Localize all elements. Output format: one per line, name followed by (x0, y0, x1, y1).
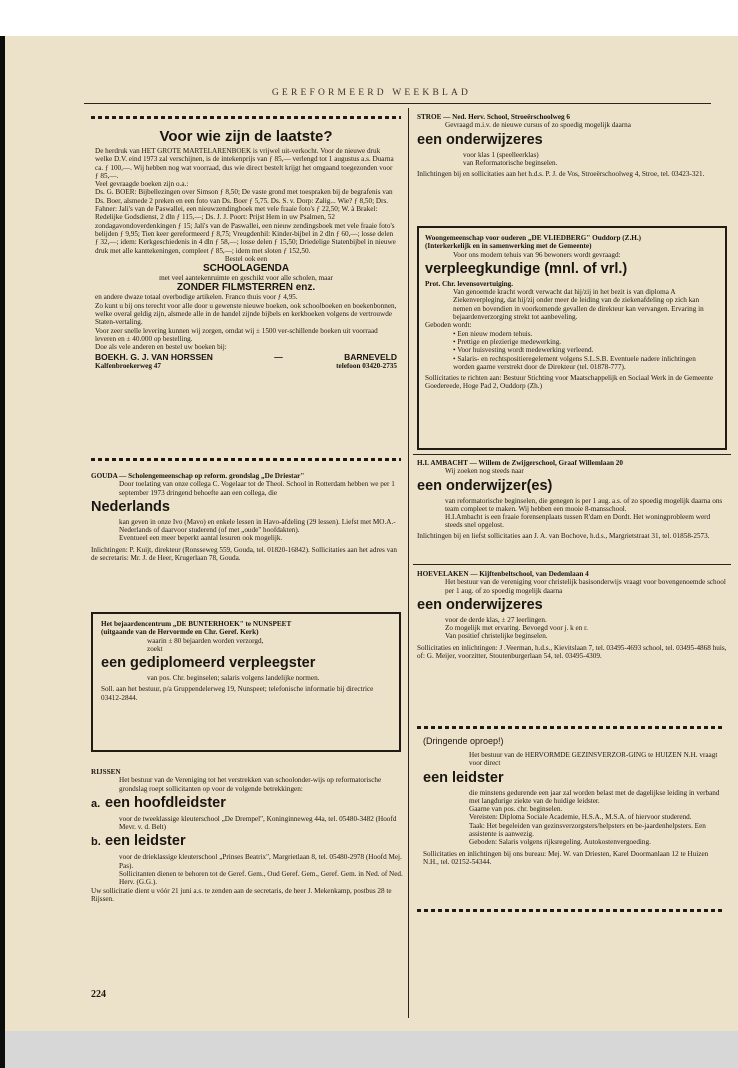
stroe-ad (417, 113, 729, 178)
header-rule (84, 103, 711, 104)
huizen-role: een leidster (423, 769, 504, 786)
hoevelaken-intro: Het bestuur van de vereniging voor christelijk basisonderwijs vraagt voor bovengenoemde school per 1 aug. of zo spoedig mogelijk daarna (445, 578, 726, 595)
hoevelaken-text3: Van positief christelijke beginselen. (445, 632, 548, 641)
book-ad-firm-row (95, 352, 397, 362)
nunspeet-inner (101, 620, 393, 702)
book-ad-list: Ds. G. BOER: Bijbellezingen over Simson ƒ 8,50; De vaste grond met toespraken bij de begrafenis van Ds. Boer, alsmede 2 preken en een foto van Ds. Boer ƒ 5,75. Ds. S. v. Dorp: Zalig... Wie? ƒ 8,50; Drs. Fahner: Jali's van de Paswallei, een nieuwzendingboek met vele fraaie foto's ƒ 22,50; W. à Brakel: Redelijke Godsdienst, 2 dln ƒ 115,—; Ds. J. J. Poort: Prijst Hem in uw Psalmen, 52 zondagavondoverdenkingen ƒ 15; Jali's van de Paswallei, een nieuw zendingsboek met vele fraaie foto's belijden ƒ 9,95; Tien keer gereformeerd ƒ 8,75; Vreugdenhil: Kinder-bijbel in 2 dln ƒ 60,—; losse delen ƒ 32,—; idem: Kerkgeschiedenis in 4 dln ƒ 58,—; losse delen ƒ 15,50; Driedelige Statenbijbel in nieuwe druk met alle kanttekeningen, compleet ƒ 85,—; idem met sloten ƒ 152,50. (95, 188, 396, 255)
rijssen-head: RIJSSEN (91, 768, 121, 776)
book-ad-order-also: Bestel ook een (224, 254, 268, 263)
ambacht-info: Inlichtingen bij en liefst sollicitaties aan J. A. van Bochove, h.d.s., Margrietstraat 31, tel. 01858-2573. (417, 531, 710, 540)
book-ad-contact-row (95, 362, 397, 370)
rijssen-a-label: a. (91, 797, 101, 810)
book-ad-city: BARNEVELD (344, 351, 397, 362)
stroe-head: STROE — Ned. Herv. School, Stroeërschoolweg 6 (417, 113, 570, 121)
huizen-text5: Geboden: Salaris volgens rijksregeling. Autokostenvergoeding. (469, 838, 651, 847)
huizen-text1: die minstens gedurende een jaar zal worden belast met de dagelijkse leiding in verband met langdurige ziekte van de huidige leidster. (469, 788, 720, 805)
stroe-intro: Gevraagd m.i.v. de nieuwe cursus of zo spoedig mogelijk daarna (445, 121, 631, 130)
book-ad-body4: Voor zeer snelle levering kunnen wij zorgen, omdat wij ± 1500 ver-schillende boeken uit voorraad leveren en ± 40.000 op bestelling. (95, 326, 378, 343)
running-header: GEREFORMEERD WEEKBLAD (271, 88, 472, 98)
ambacht-ad (417, 459, 729, 540)
gouda-text1: kan geven in onze Ivo (Mavo) en enkele lessen in Havo-afdeling (29 lessen). Liefst met MO.A.-Nederlands of daarvoor studerend (of met „oude" hoofdakten). (119, 517, 396, 535)
stroe-role: een onderwijzeres (417, 131, 543, 148)
rijssen-a-row (91, 795, 403, 813)
rijssen-intro: Het bestuur van de Vereniging tot het verstrekken van schoolonder-wijs op reformatorische grondslag roept sollicitanten op voor de volgende betrekkingen: (119, 776, 382, 793)
column-divider (408, 108, 409, 1018)
book-ad-body2: Veel gevraagde boeken zijn o.a.: (95, 180, 189, 189)
huizen-text3: Vereisten: Diploma Sociale Academie, H.S.A., M.S.A. of hiervoor studerend. (469, 813, 692, 822)
stroe-info: Inlichtingen bij en sollicitaties aan het h.d.s. P. J. de Vos, Stroeërschoolweg 4, Stroe, tel. 03423-321. (417, 170, 705, 179)
huizen-ad (423, 736, 721, 866)
hoevelaken-text2: Zo mogelijk met ervaring. Bevoegd voor j. k en r. (445, 624, 588, 633)
rijssen-b-label: b. (91, 836, 101, 849)
book-ad-dash: — (274, 351, 283, 362)
gouda-head: GOUDA — Scholengemeenschap op reform. grondslag „De Driestar" (91, 472, 305, 480)
gouda-info: Inlichtingen: P. Kuijt, direkteur (Ronsseweg 559, Gouda, tel. 01820-16842). Sollicitaties aan het adres van de secretaris: Mr. J. de Heer, Krugerlaan 78, Gouda. (91, 545, 398, 563)
huizen-bottom-border (417, 909, 725, 912)
book-ad-bottom-border (91, 458, 401, 461)
vliedberg-bullet-text-2: Prettige en plezierige medewerking. (457, 337, 562, 346)
nunspeet-head: Het bejaardencentrum „DE BUNTERHOEK" te NUNSPEET (101, 620, 292, 628)
ambacht-role: een onderwijzer(es) (417, 477, 553, 494)
book-ad-phone: telefoon 03420-2735 (336, 361, 397, 370)
page-number: 224 (91, 989, 106, 1000)
rijssen-a-role: een hoofdleidster (105, 794, 226, 811)
vliedberg-bullet-text-4: Salaris- en rechtspositieregelement volgens S.L.S.B. Eventuele nadere inlichtingen worden gaarne verstrekt door de Direkteur (tel. 01878-777). (453, 354, 696, 371)
huizen-intro: Het bestuur van de HERVORMDE GEZINSVERZOR-GING te HUIZEN N.H. vraagt voor direct (469, 751, 718, 768)
vliedberg-bullet-4: • Salaris- en rechtspositieregelement volgens S.L.S.B. Eventuele nadere inlichtingen worden gaarne verstrekt door de Direkteur (tel. 01878-777). (453, 354, 696, 371)
rijssen-ad (91, 768, 403, 903)
vliedberg-bullet-text-1: Een nieuw modern tehuis. (457, 329, 533, 338)
rijssen-info: Uw sollicitatie dient u vóór 21 juni a.s. te zenden aan de secretaris, de heer J. Mekenkamp, postbus 28 te Rijssen. (91, 886, 392, 903)
vliedberg-bullet-3: • Voor huisvesting wordt medewerking verleend. (453, 346, 594, 355)
vliedberg-bullet-text-3: Voor huisvesting wordt medewerking verleend. (457, 346, 594, 355)
book-ad-title: Voor wie zijn de laatste? (159, 128, 333, 145)
book-ad-body5: Doe als vele anderen en bestel uw boeken bij: (95, 343, 227, 352)
book-ad-body3: Zo kunt u bij ons terecht voor alle door u gewenste nieuwe boeken, ook schoolboeken en boekenbonnen, welke overal geldig zijn, alsmede alle in de handel zijnde bijbels en kerkboeken volgens de vertrouwde Staten-vertaling. (95, 301, 397, 327)
nunspeet-text2: zoekt (147, 644, 163, 653)
bottom-scan-band (5, 1031, 738, 1068)
vliedberg-inner (425, 234, 719, 391)
vliedberg-offered: Geboden wordt: (425, 321, 472, 330)
book-ad-top-border (91, 116, 401, 119)
section-rule-2 (413, 564, 731, 565)
rijssen-b-role: een leidster (105, 833, 186, 850)
book-ad-agenda-sub: met veel aantekenruimte en geschikt voor alle scholen, maar (159, 274, 333, 283)
section-rule-1 (413, 454, 731, 455)
huizen-info: Sollicitaties en inlichtingen bij ons bureau: Mej. W. van Driesten, Karel Doormanlaan 12 te Huizen N.H., tel. 02152-54344. (423, 849, 709, 866)
gouda-text2: Eventueel een meer beperkt aantal lesuren ook mogelijk. (119, 534, 283, 543)
huizen-urgent: (Dringende oproep!) (423, 736, 504, 746)
vliedberg-info: Sollicitaties te richten aan: Bestuur Stichting voor Maatschappelijk en Sociaal Werk in de Gemeente Goedereede, Hoge Pad 2, Ouddorp (Zh.) (425, 374, 714, 391)
book-ad-no-stars-sub: en andere dwaze totaal overbodige artikelen. Franco thuis voor ƒ 4,95. (95, 293, 298, 302)
gouda-ad (91, 472, 403, 562)
huizen-top-border (417, 726, 725, 729)
ambacht-text1: van reformatorische beginselen, die genegen is per 1 aug. a.s. of zo spoedig mogelijk daarna ons team compleet te maken. Wij hebben een mooie 8-mansschool. (445, 496, 723, 513)
hoevelaken-role: een onderwijzeres (417, 596, 543, 613)
nunspeet-ad (91, 612, 401, 752)
book-ad-agenda: SCHOOLAGENDA (202, 263, 290, 275)
book-ad-address: Kalfenbroekerweg 47 (95, 361, 161, 370)
vliedberg-sub: Prot. Chr. levensovertuiging. (425, 279, 514, 288)
stroe-text2: van Reformatorische beginselen. (463, 158, 558, 167)
vliedberg-bullet-1: • Een nieuw modern tehuis. (453, 329, 533, 338)
hoevelaken-ad (417, 570, 729, 660)
nunspeet-info: Soll. aan het bestuur, p/a Gruppendelerweg 19, Nunspeet; telefonische informatie bij directrice 03412-2844. (101, 685, 374, 702)
ambacht-text2: H.I.Ambacht is een fraaie forensenplaats tussen R'dam en Dordt. Het woningprobleem werd steeds snel opgelost. (445, 513, 711, 530)
vliedberg-text: Van genoemde kracht wordt verwacht dat hij/zij in het bezit is van diploma A Ziekenverpleging, dat hij/zij onder meer de leiding van de ziekenafdeling op zich kan nemen en bovendien in voorkomende gevallen de direkteur kan vervangen. Ervaring in bejaardenverzorging strekt tot aanbeveling. (453, 288, 704, 322)
gouda-intro: Door toelating van onze collega C. Vogelaar tot de Theol. School in Rotterdam hebben we per 1 september 1973 dringend behoefte aan een collega, die (119, 480, 395, 497)
huizen-text4: Taak: Het begeleiden van gezinsverzorgsters/helpsters en be-jaardenhelpsters. Een assistente is aanwezig. (469, 821, 706, 839)
rijssen-b-row (91, 833, 403, 851)
vliedberg-head2: (Interkerkelijk en in samenwerking met de Gemeente) (425, 242, 592, 251)
newspaper-page (5, 36, 738, 1031)
vliedberg-head: Woongemeenschap voor ouderen „DE VLIEDBERG" Ouddorp (Z.H.) (425, 234, 642, 242)
nunspeet-head2: (uitgaande van de Hervormde en Chr. Geref. Kerk) (101, 628, 259, 637)
rijssen-b-text: voor de drieklassige kleuterschool „Prinses Beatrix", Margrietlaan 8, tel. 05480-2978 (Hoofd Mej. Pas). (119, 853, 402, 870)
nunspeet-role-sub: van pos. Chr. beginselen; salaris volgens landelijke normen. (147, 674, 320, 683)
gouda-role: Nederlands (91, 498, 170, 515)
ambacht-intro: Wij zoeken nog steeds naar (445, 467, 524, 476)
vliedberg-bullet-2: • Prettige en plezierige medewerking. (453, 337, 562, 346)
rijssen-cond: Sollicitanten dienen te behoren tot de Geref. Gem., Oud Geref. Gem., Geref. Gem. in Ned. of Ned. Herv. (G.G.). (119, 870, 403, 887)
hoevelaken-text1: voor de derde klas, ± 27 leerlingen. (445, 615, 547, 624)
vliedberg-role: verpleegkundige (mnl. of vrl.) (425, 260, 628, 277)
huizen-text2: Gaarne van pos. chr. beginselen. (469, 805, 563, 814)
hoevelaken-head: HOEVELAKEN — Kijftenbeltschool, van Dedemlaan 4 (417, 570, 589, 578)
hoevelaken-info: Sollicitaties en inlichtingen: J .Veerman, h.d.s., Kievitslaan 7, tel. 03495-4693 school, tel. 03495-4868 huis, of: G. Meijer, voorzitter, Stoutenburgerlaan 54, tel. 03495-4309. (417, 643, 727, 661)
vliedberg-ad (417, 226, 727, 450)
rijssen-a-text: voor de tweeklassige kleuterschool „De Drempel", Koninginneweg 44a, tel. 05480-3482 (Hoofd Mevr. v. d. Belt) (119, 814, 397, 832)
vliedberg-intro: Voor ons modern tehuis van 96 bewoners wordt gevraagd: (453, 250, 621, 259)
book-ad-body: De herdruk van HET GROTE MARTELARENBOEK is vrijwel uit-verkocht. Voor de nieuwe druk welke D.V. eind 1973 zal verschijnen, is de intekenprijs van ƒ 85,— verlengd tot 1 augustus a.s. Duarna ca. ƒ 100,—. Wij hebben nog wat voorraad, dus wie direct bestelt krijgt het omgaand toegezonden voor ƒ 85,—. (95, 147, 394, 180)
book-ad-no-stars: ZONDER FILMSTERREN enz. (176, 282, 316, 294)
book-ad-firm: BOEKH. G. J. VAN HORSSEN (95, 351, 213, 362)
stroe-text1: voor klas 1 (speelleerklas) (463, 150, 539, 159)
nunspeet-text: waarin ± 80 bejaarden worden verzorgd, (147, 636, 264, 645)
book-ad (95, 126, 397, 370)
ambacht-head: H.I. AMBACHT — Willem de Zwijgerschool, Graaf Willemlaan 20 (417, 459, 623, 467)
nunspeet-role: een gediplomeerd verpleegster (101, 655, 316, 672)
top-margin (0, 0, 738, 36)
